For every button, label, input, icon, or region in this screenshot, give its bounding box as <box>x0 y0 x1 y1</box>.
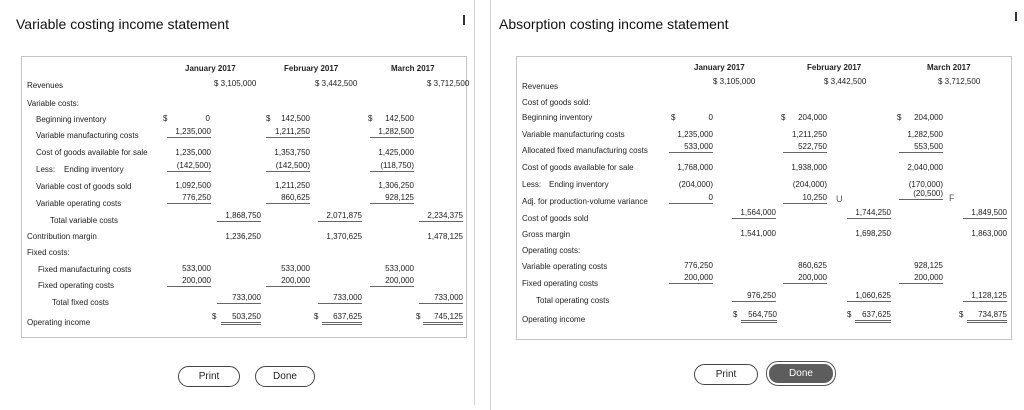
revenues-jan: $ 3,105,000 <box>713 77 756 86</box>
row-label-ending-inventory: Ending inventory <box>64 165 124 174</box>
total-operating-feb: 1,060,625 <box>847 291 891 302</box>
var-mfg-feb: 1,211,250 <box>266 127 310 138</box>
row-label-gross-margin: Gross margin <box>522 230 571 239</box>
total-operating-mar: 1,128,125 <box>963 291 1007 302</box>
beginning-inventory-mar: 142,500 <box>385 114 414 123</box>
dollar-sign: $ <box>897 113 902 122</box>
total-operating-jan: 976,250 <box>732 291 776 302</box>
dollar-sign: $ <box>368 114 373 123</box>
row-label-less: Less: <box>522 180 542 189</box>
fixed-operating-mar: 200,000 <box>370 276 414 287</box>
cogs-feb: 1,744,250 <box>847 208 891 219</box>
row-label-operating-costs: Operating costs: <box>522 246 581 255</box>
revenues-feb: $ 3,442,500 <box>824 77 867 86</box>
var-mfg-mar: 1,282,500 <box>370 127 414 138</box>
row-label-revenues: Revenues <box>522 82 559 91</box>
beginning-inventory-mar: 204,000 <box>914 113 943 122</box>
month-header-feb: February 2017 <box>284 64 339 73</box>
panel-title: Variable costing income statement <box>16 16 229 32</box>
allocated-fixed-feb: 522,750 <box>783 142 827 153</box>
cost-goods-avail-jan: 1,235,000 <box>175 148 211 157</box>
dollar-sign: $ <box>671 113 676 122</box>
contribution-feb: 1,370,625 <box>326 232 362 241</box>
adj-variance-mar: (20,500) <box>899 189 943 200</box>
operating-income-feb: 637,625 <box>322 312 362 325</box>
var-operating-jan: 776,250 <box>684 261 713 270</box>
window-edge-marker <box>1015 12 1017 21</box>
row-label-fixed-operating: Fixed operating costs <box>522 279 599 288</box>
variance-mark-u: U <box>836 194 843 204</box>
revenues-feb: $ 3,442,500 <box>315 79 358 88</box>
var-operating-feb: 860,625 <box>266 193 310 204</box>
row-label-adj-variance: Adj. for production-volume variance <box>522 197 648 206</box>
month-header-feb: February 2017 <box>807 63 862 72</box>
var-operating-mar: 928,125 <box>914 261 943 270</box>
print-button[interactable]: Print <box>694 364 758 385</box>
dollar-sign: $ <box>163 114 168 123</box>
month-header-jan: January 2017 <box>694 63 745 72</box>
row-label-contribution-margin: Contribution margin <box>27 232 97 241</box>
row-label-cost-goods-available: Cost of goods available for sale <box>522 163 634 172</box>
beginning-inventory-feb: 142,500 <box>281 114 310 123</box>
row-label-beginning-inventory: Beginning inventory <box>36 115 107 124</box>
row-label-revenues: Revenues <box>27 81 64 90</box>
panel-title: Absorption costing income statement <box>499 16 729 32</box>
absorption-costing-table <box>516 56 1012 340</box>
contribution-mar: 1,478,125 <box>427 232 463 241</box>
row-label-operating-income: Operating income <box>522 315 586 324</box>
cogs-jan: 1,564,000 <box>732 208 776 219</box>
row-label-allocated-fixed: Allocated fixed manufacturing costs <box>522 146 648 155</box>
ending-inv-jan: (204,000) <box>678 180 713 189</box>
ending-inv-feb: (204,000) <box>792 180 827 189</box>
ending-inv-feb: (142,500) <box>266 161 310 172</box>
fixed-mfg-feb: 533,000 <box>281 264 310 273</box>
ending-inv-jan: (142,500) <box>167 161 211 172</box>
window-edge-marker <box>463 15 465 25</box>
row-label-fixed-manufacturing: Fixed manufacturing costs <box>38 265 132 274</box>
row-label-variable-costs: Variable costs: <box>27 99 79 108</box>
adj-variance-jan: 0 <box>669 193 713 204</box>
variable-costing-table <box>21 56 470 338</box>
ending-inv-mar: (170,000) <box>908 180 943 189</box>
var-cogs-mar: 1,306,250 <box>378 181 414 190</box>
fixed-operating-feb: 200,000 <box>783 273 827 284</box>
operating-income-feb: 637,625 <box>855 310 891 323</box>
fixed-operating-jan: 200,000 <box>167 276 211 287</box>
dollar-sign: $ <box>733 310 738 319</box>
dollar-sign: $ <box>416 312 421 321</box>
dollar-sign: $ <box>314 312 319 321</box>
total-fixed-feb: 733,000 <box>318 293 362 304</box>
var-operating-mar: 928,125 <box>370 193 414 204</box>
fixed-operating-jan: 200,000 <box>669 273 713 284</box>
row-label-cogs: Cost of goods sold <box>522 214 589 223</box>
cost-goods-avail-mar: 1,425,000 <box>378 148 414 157</box>
absorption-costing-panel <box>490 0 1024 410</box>
dollar-sign: $ <box>266 114 271 123</box>
allocated-fixed-jan: 533,000 <box>669 142 713 153</box>
fixed-operating-mar: 200,000 <box>899 273 943 284</box>
operating-income-mar: 734,875 <box>967 310 1007 323</box>
month-header-mar: March 2017 <box>927 63 971 72</box>
done-button[interactable]: Done <box>767 362 835 385</box>
var-operating-jan: 776,250 <box>167 193 211 204</box>
cost-goods-avail-feb: 1,353,750 <box>274 148 310 157</box>
row-label-fixed-operating: Fixed operating costs <box>38 281 115 290</box>
operating-income-jan: 503,250 <box>221 312 261 325</box>
row-label-beginning-inventory: Beginning inventory <box>522 113 593 122</box>
row-label-fixed-costs: Fixed costs: <box>27 248 70 257</box>
row-label-less: Less: <box>36 165 56 174</box>
ending-inv-mar: (118,750) <box>370 161 414 172</box>
row-label-variable-operating: Variable operating costs <box>36 199 122 208</box>
total-variable-feb: 2,071,875 <box>318 211 362 222</box>
cogs-mar: 1,849,500 <box>963 208 1007 219</box>
var-cogs-feb: 1,211,250 <box>275 181 310 190</box>
var-operating-feb: 860,625 <box>798 261 827 270</box>
beginning-inventory-feb: 204,000 <box>798 113 827 122</box>
row-label-variable-manufacturing: Variable manufacturing costs <box>522 130 625 139</box>
total-fixed-mar: 733,000 <box>419 293 463 304</box>
row-label-total-operating: Total operating costs <box>536 296 610 305</box>
row-label-ending-inventory: Ending inventory <box>549 180 609 189</box>
dollar-sign: $ <box>781 113 786 122</box>
beginning-inventory-jan: 0 <box>205 114 210 123</box>
dollar-sign: $ <box>847 310 852 319</box>
row-label-operating-income: Operating income <box>27 318 91 327</box>
dollar-sign: $ <box>212 312 217 321</box>
row-label-cost-goods-available: Cost of goods available for sale <box>36 148 148 157</box>
total-variable-jan: 1,868,750 <box>217 211 261 222</box>
row-label-variable-operating: Variable operating costs <box>522 262 608 271</box>
done-button[interactable]: Done <box>255 366 315 387</box>
revenues-mar: $ 3,712,500 <box>427 79 470 88</box>
row-label-variable-cogs: Variable cost of goods sold <box>36 182 132 191</box>
row-label-variable-manufacturing: Variable manufacturing costs <box>36 131 139 140</box>
contribution-jan: 1,236,250 <box>225 232 261 241</box>
cost-goods-avail-jan: 1,768,000 <box>677 163 713 172</box>
row-label-total-fixed: Total fixed costs <box>52 298 109 307</box>
var-mfg-mar: 1,282,500 <box>907 130 943 139</box>
gross-margin-mar: 1,863,000 <box>971 229 1007 238</box>
fixed-operating-feb: 200,000 <box>266 276 310 287</box>
operating-income-mar: 745,125 <box>423 312 463 325</box>
var-cogs-jan: 1,092,500 <box>175 181 211 190</box>
total-fixed-jan: 733,000 <box>217 293 261 304</box>
month-header-jan: January 2017 <box>185 64 236 73</box>
gross-margin-jan: 1,541,000 <box>740 229 776 238</box>
var-mfg-feb: 1,211,250 <box>792 130 827 139</box>
month-header-mar: March 2017 <box>391 64 435 73</box>
allocated-fixed-mar: 553,500 <box>899 142 943 153</box>
fixed-mfg-mar: 533,000 <box>385 264 414 273</box>
dollar-sign: $ <box>959 310 964 319</box>
print-button[interactable]: Print <box>178 366 240 387</box>
operating-income-jan: 564,750 <box>741 310 777 323</box>
adj-variance-feb: 10,250 <box>783 193 827 204</box>
variance-mark-f: F <box>949 193 955 203</box>
total-variable-mar: 2,234,375 <box>419 211 463 222</box>
fixed-mfg-jan: 533,000 <box>182 264 211 273</box>
cost-goods-avail-feb: 1,938,000 <box>791 163 827 172</box>
row-label-cogs-header: Cost of goods sold: <box>522 98 591 107</box>
var-mfg-jan: 1,235,000 <box>677 130 713 139</box>
revenues-mar: $ 3,712,500 <box>938 77 981 86</box>
cost-goods-avail-mar: 2,040,000 <box>907 163 943 172</box>
gross-margin-feb: 1,698,250 <box>855 229 891 238</box>
beginning-inventory-jan: 0 <box>708 113 713 122</box>
variable-costing-panel <box>0 0 475 405</box>
row-label-total-variable: Total variable costs <box>50 216 119 225</box>
var-mfg-jan: 1,235,000 <box>167 127 211 138</box>
revenues-jan: $ 3,105,000 <box>214 79 257 88</box>
